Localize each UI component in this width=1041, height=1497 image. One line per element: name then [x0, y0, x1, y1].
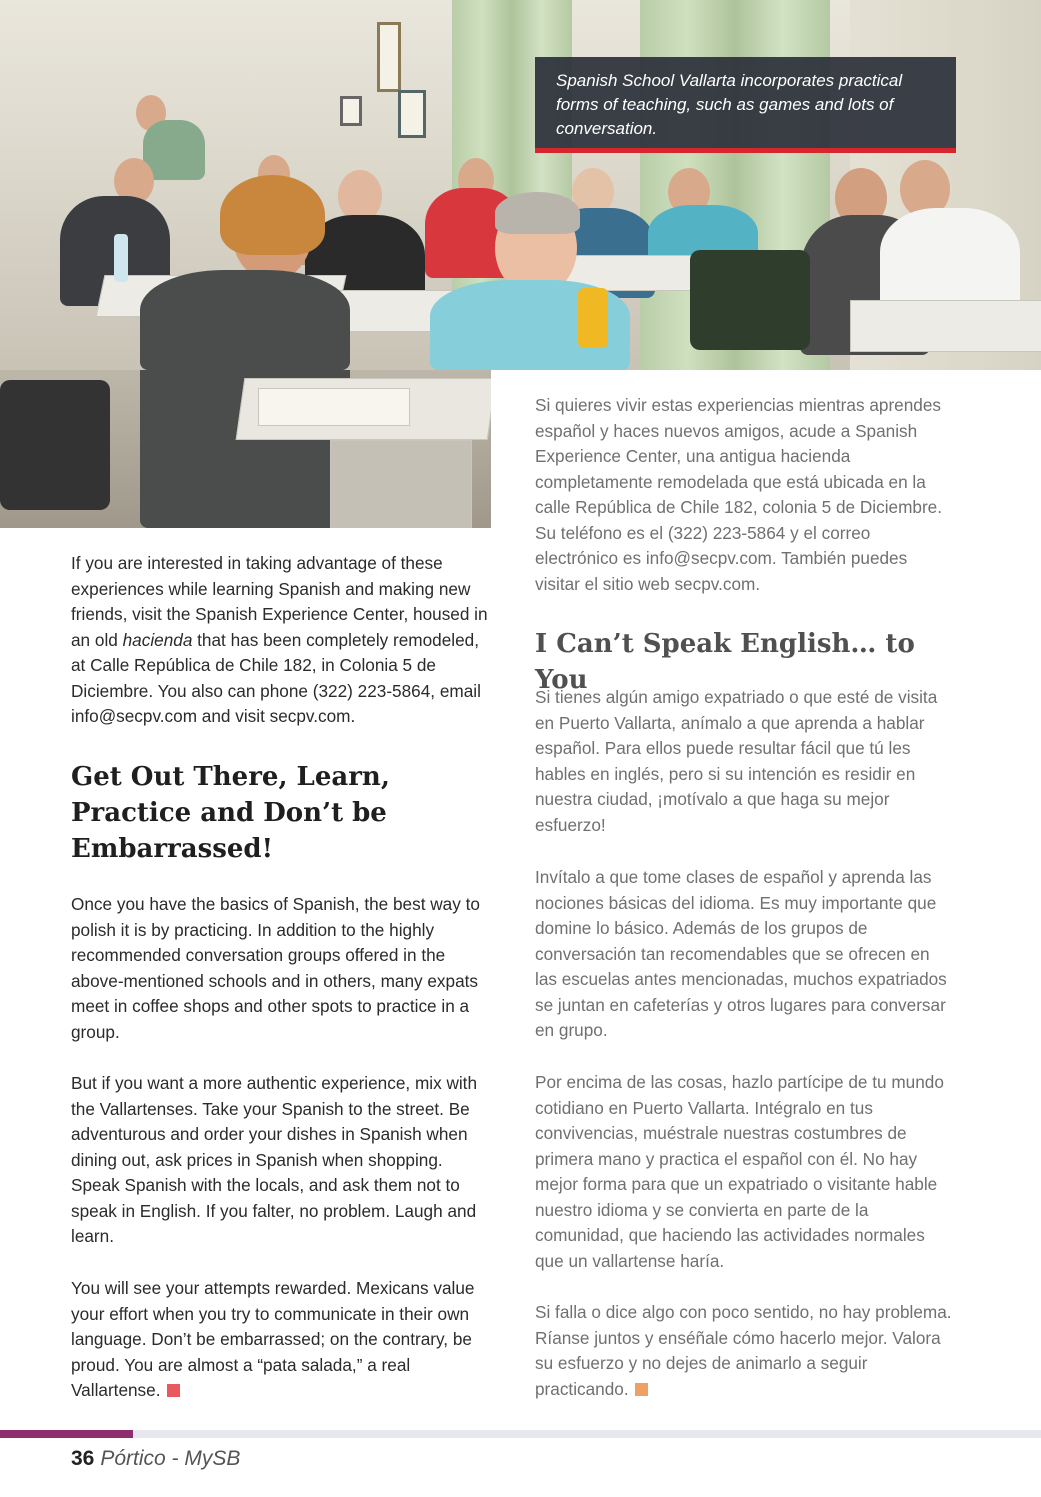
- desk: [850, 300, 1041, 352]
- left-column-body: [71, 1276, 491, 1404]
- end-mark: [167, 1384, 180, 1397]
- wall-frame: [377, 22, 401, 92]
- wall-frame: [398, 90, 426, 138]
- page-number: 36: [71, 1447, 95, 1470]
- body-paragraph: Por encima de las cosas, hazlo partícipe de tu mundo cotidiano en Puerto Vallarta. Intégralo en tus convivencias, muéstrale nuestras costumbres de primera mano y practica el español con él. No hay mejor forma para que un expatriado o visitante hable nuestro idioma y se convierta en parte de la comunidad, que haciendo las actividades normales que un vallartense haría.: [535, 1072, 944, 1271]
- left-heading-block: [71, 759, 491, 867]
- right-column-body: [535, 1300, 955, 1402]
- right-column-body: [535, 685, 955, 838]
- classroom-photo-lower: [0, 370, 491, 528]
- left-column-body: [71, 892, 491, 1045]
- body-paragraph: [535, 1300, 955, 1402]
- right-column-body: [535, 1070, 955, 1274]
- intro-italic-word: hacienda: [122, 629, 193, 650]
- hair: [495, 192, 580, 234]
- classroom-photo: [0, 0, 1041, 370]
- left-column-intro: [71, 551, 491, 730]
- right-column-body: [535, 865, 955, 1044]
- intro-text: If you are interested in taking advantage of these experiences while learning Spanish and making new friends, visit the Spanish Experience Center, housed in an old: [71, 553, 488, 650]
- body-paragraph: Si tienes algún amigo expatriado o que esté de visita en Puerto Vallarta, anímalo a que aprenda a hablar español. Para ellos puede resultar fácil que tú les hables en inglés, pero si su intención es residir en nuestra ciudad, ¡motívalo a que haga su mejor esfuerzo!: [535, 687, 938, 835]
- right-column-intro: [535, 393, 955, 597]
- desk: [330, 440, 472, 528]
- body-paragraph: Invítalo a que tome clases de español y aprenda las nociones básicas del idioma. Es muy importante que domine lo básico. Además de los grupos de conversación tan recomendables que se ofrecen en las escuelas antes mencionadas, muchos expatriados se juntan en cafeterías y otros lugares para conversar en grupo.: [535, 867, 947, 1040]
- footer-rule: [0, 1430, 1041, 1438]
- intro-paragraph: Si quieres vivir estas experiencias mientras aprendes español y haces nuevos amigos, acude a Spanish Experience Center, una antigua hacienda completamente remodelada que está ubicada en la calle República de Chile 182, colonia 5 de Diciembre. Su teléfono es el (322) 223-5864 y el correo electrónico es info@secpv.com. También puedes visitar el sitio web secpv.com.: [535, 395, 943, 594]
- intro-paragraph: [71, 551, 491, 730]
- body-paragraph: [71, 1276, 491, 1404]
- wall-frame: [340, 96, 362, 126]
- section-heading: Get Out There, Learn, Practice and Don’t be Embarrassed!: [71, 762, 390, 864]
- photo-caption: [535, 57, 956, 153]
- chair: [690, 250, 810, 350]
- section-heading: I Can’t Speak English… to You: [535, 629, 915, 695]
- end-mark: [635, 1383, 648, 1396]
- person: [140, 270, 350, 370]
- backpack: [0, 380, 110, 510]
- body-paragraph: Once you have the basics of Spanish, the best way to polish it is by practicing. In addition to the highly recommended conversation groups offered in the above-mentioned schools and in others, many expats meet in coffee shops and other spots to practice in a group.: [71, 894, 480, 1042]
- body-paragraph: But if you want a more authentic experience, mix with the Vallartenses. Take your Spanish to the street. Be adventurous and order your dishes in Spanish when dining out, ask prices in Spanish when shopping. Speak Spanish with the locals, and ask them not to speak in English. If you falter, no problem. Laugh and learn.: [71, 1073, 478, 1246]
- water-bottle: [114, 234, 128, 282]
- hair: [220, 175, 325, 255]
- left-column-body: [71, 1071, 491, 1250]
- footer-rule-accent: [0, 1430, 133, 1438]
- body-text: You will see your attempts rewarded. Mexicans value your effort when you try to communicate in their own language. Don’t be embarrassed; on the contrary, be proud. You are almost a “pata salada,” a real Vallartense.: [71, 1278, 475, 1400]
- water-bottle: [578, 288, 608, 348]
- open-book: [258, 388, 410, 426]
- body-text: Si falla o dice algo con poco sentido, no hay problema. Ríanse juntos y enséñale cómo hacerlo mejor. Valora su esfuerzo y no dejes de animarlo a seguir practicando.: [535, 1302, 952, 1399]
- page-footer: [71, 1446, 240, 1472]
- publication-name: Pórtico - MySB: [100, 1447, 241, 1470]
- intro-text: that has been completely remodeled, at Calle República de Chile 182, in Colonia 5 de Diciembre. You also can phone (322) 223-5864, email info@secpv.com and visit secpv.com.: [71, 629, 481, 726]
- photo-caption-text: Spanish School Vallarta incorporates practical forms of teaching, such as games and lots of conversation.: [556, 71, 903, 138]
